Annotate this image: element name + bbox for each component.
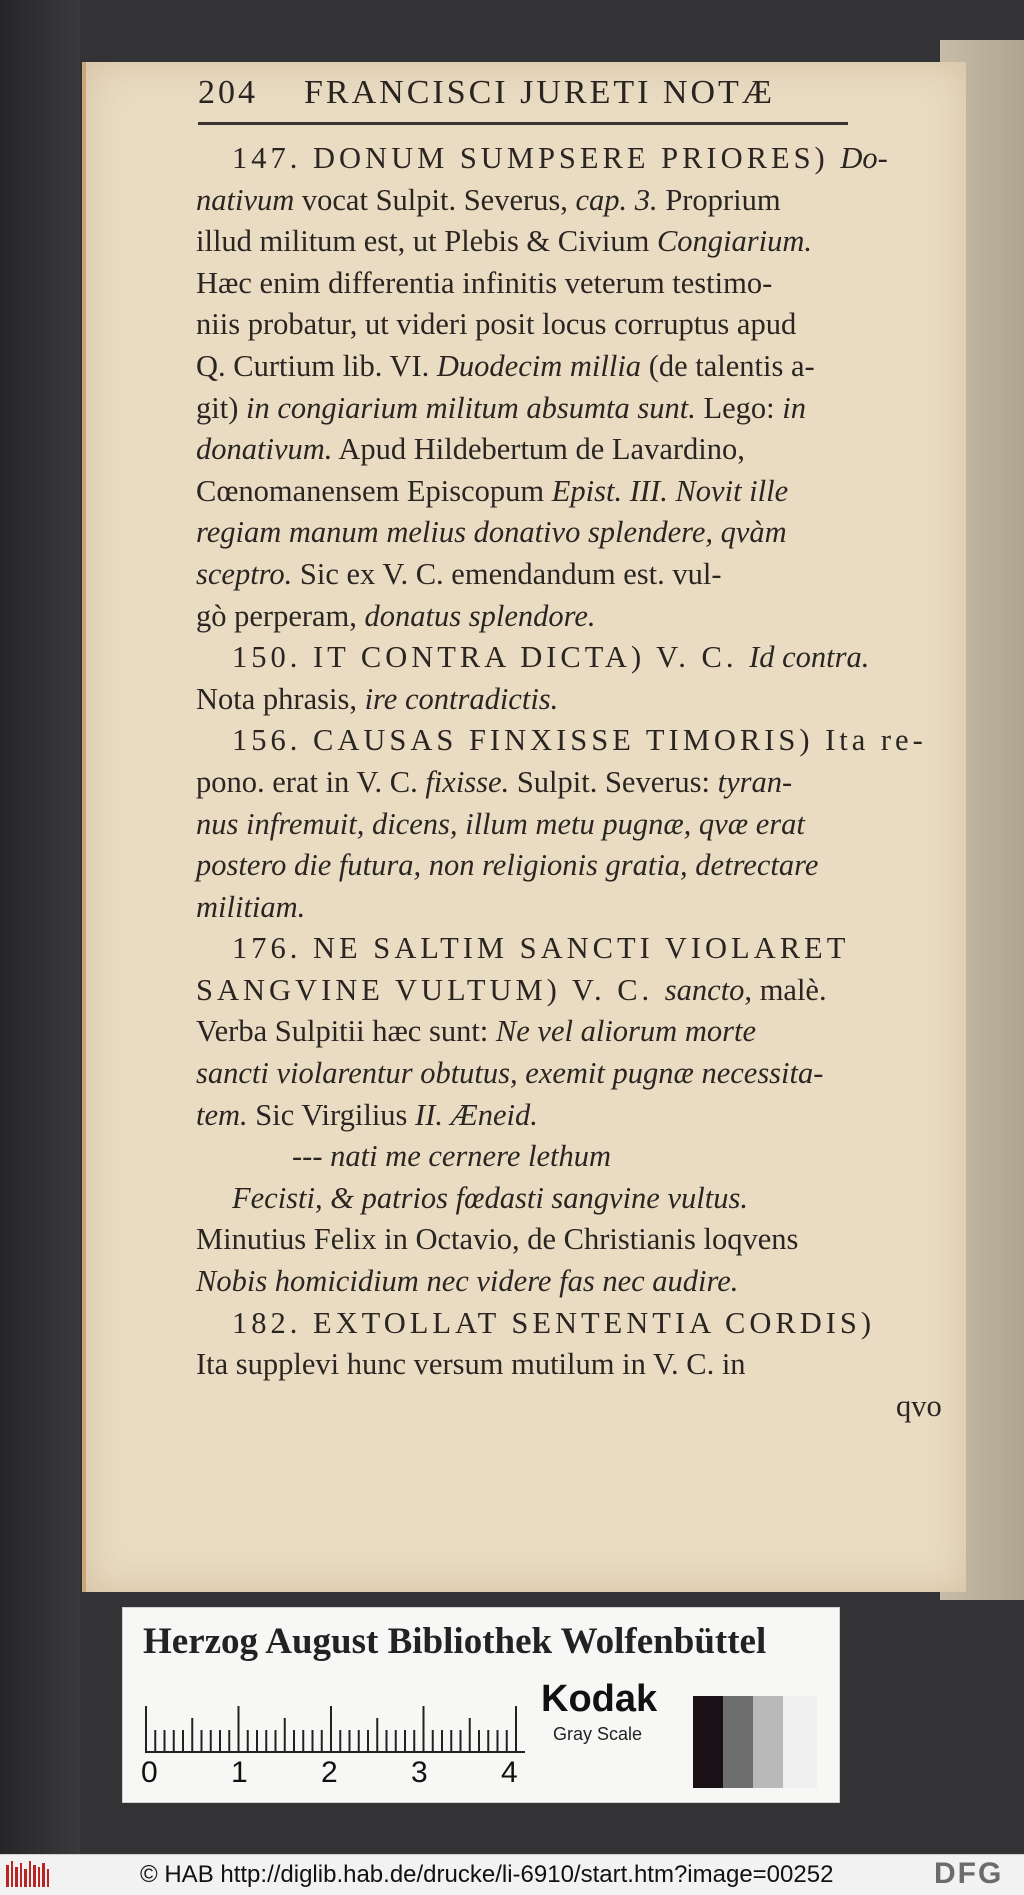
ruler-number: 1: [231, 1756, 248, 1789]
text-line: 147. DONUM SUMPSERE PRIORES) Do-: [232, 141, 888, 175]
dfg-logo: DFG: [934, 1857, 1004, 1890]
running-header: [198, 74, 938, 112]
text-line: Verba Sulpitii hæc sunt: Ne vel aliorum morte: [196, 1014, 756, 1049]
text-line: sancti violarentur obtutus, exemit pugnæ necessita-: [196, 1056, 824, 1091]
gray-patch-white: [783, 1696, 817, 1788]
ruler-number: 2: [321, 1756, 338, 1789]
text-line: Ita supplevi hunc versum mutilum in V. C. in: [196, 1347, 746, 1382]
gray-patch-black: [693, 1696, 723, 1788]
text-line: 150. IT CONTRA DICTA) V. C. Id contra.: [232, 640, 870, 675]
gray-patch-mid: [723, 1696, 753, 1788]
text-line: 182. EXTOLLAT SENTENTIA CORDIS): [232, 1305, 876, 1340]
footer-bar: [0, 1854, 1024, 1895]
gray-patches: [693, 1696, 817, 1788]
running-title: FRANCISCI JURETI NOTÆ: [304, 74, 776, 111]
text-line: --- nati me cernere lethum: [292, 1139, 611, 1174]
citation-link[interactable]: © HAB http://diglib.hab.de/drucke/li-6910/start.htm?image=00252: [140, 1861, 834, 1888]
header-rule: [198, 122, 848, 125]
text-line: 156. CAUSAS FINXISSE TIMORIS) Ita re-: [232, 723, 927, 758]
text-line: Hæc enim differentia infinitis veterum testimo-: [196, 265, 773, 300]
ruler-number: 4: [501, 1756, 518, 1789]
text-line: Cœnomanensem Episcopum Epist. III. Novit ille: [196, 473, 789, 508]
ruler-number: 0: [141, 1756, 158, 1789]
text-line: gò perperam, donatus splendore.: [196, 598, 596, 633]
text-line: Minutius Felix in Octavio, de Christianis loqvens: [196, 1222, 799, 1257]
gray-patch-light: [753, 1696, 783, 1788]
hab-barcode-icon: [6, 1861, 50, 1889]
text-line: Fecisti, & patrios fœdasti sangvine vultus.: [232, 1180, 748, 1215]
text-line: illud militum est, ut Plebis & Civium Congiarium.: [196, 224, 812, 259]
text-line: qvo: [896, 1388, 942, 1423]
page-number: 204: [198, 74, 258, 111]
ruler-scale: [145, 1692, 525, 1762]
text-line: Nobis homicidium nec videre fas nec audire.: [196, 1264, 739, 1299]
text-line: tem. Sic Virgilius II. Æneid.: [196, 1097, 538, 1132]
kodak-logo: Kodak: [541, 1678, 658, 1720]
text-line: regiam manum melius donativo splendere, qvàm: [196, 515, 787, 550]
text-line: git) in congiarium militum absumta sunt. Lego: in: [196, 390, 807, 425]
text-line: militiam.: [196, 889, 306, 924]
text-line: Q. Curtium lib. VI. Duodecim millia (de talentis a-: [196, 348, 815, 383]
text-line: niis probatur, ut videri posit locus corruptus apud: [196, 307, 797, 342]
body-text: [196, 138, 942, 1427]
left-shadow: [0, 0, 80, 1854]
text-line: nus infremuit, dicens, illum metu pugnæ, qvæ erat: [196, 806, 805, 841]
text-line: pono. erat in V. C. fixisse. Sulpit. Severus: tyran-: [196, 764, 793, 799]
text-line: SANGVINE VULTUM) V. C. sancto, malè.: [196, 972, 827, 1007]
text-line: sceptro. Sic ex V. C. emendandum est. vul-: [196, 556, 722, 591]
text-line: Nota phrasis, ire contradictis.: [196, 681, 559, 716]
gray-scale-label: Gray Scale: [553, 1724, 643, 1744]
text-line: postero die futura, non religionis gratia, detrectare: [196, 848, 819, 883]
text-line: 176. NE SALTIM SANCTI VIOLARET: [232, 931, 850, 966]
text-line: donativum. Apud Hildebertum de Lavardino,: [196, 432, 745, 467]
ruler-number: 3: [411, 1756, 428, 1789]
card-title: Herzog August Bibliothek Wolfenbüttel: [143, 1621, 767, 1662]
text-line: nativum vocat Sulpit. Severus, cap. 3. Proprium: [196, 182, 781, 217]
color-calibration-card: [122, 1607, 840, 1803]
